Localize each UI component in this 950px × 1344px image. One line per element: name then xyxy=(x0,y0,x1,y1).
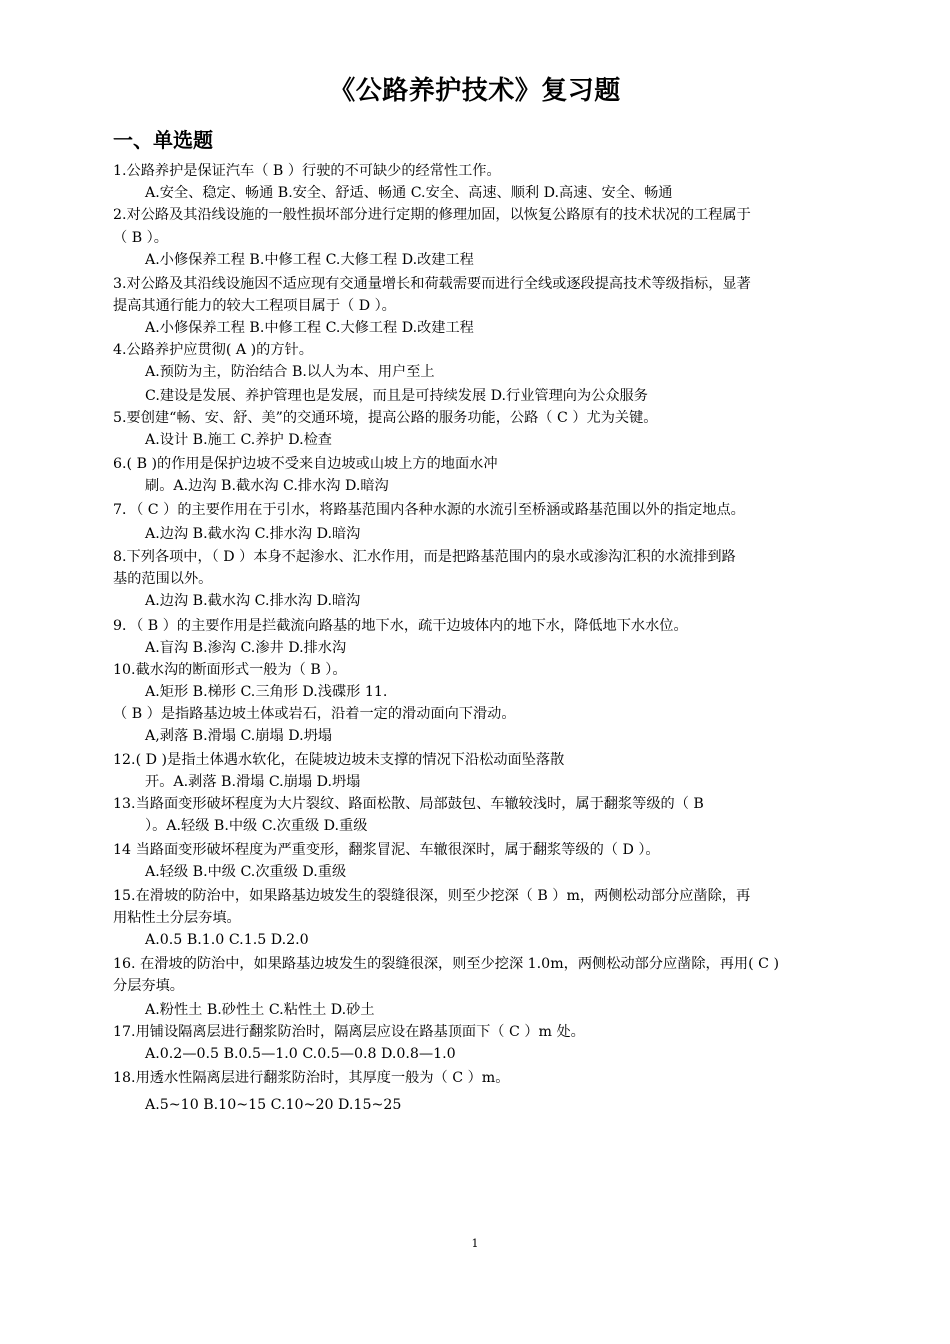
answer-options-line: A.边沟 B.截水沟 C.排水沟 D.暗沟 xyxy=(145,593,361,609)
answer-options-line: 刷。A.边沟 B.截水沟 C.排水沟 D.暗沟 xyxy=(145,478,389,494)
question-line: 14 当路面变形破坏程度为严重变形，翻浆冒泥、车辙很深时，属于翻浆等级的（ D ）。 xyxy=(113,842,660,858)
question-line: 6.( B )的作用是保护边坡不受来自边坡或山坡上方的地面水冲 xyxy=(113,456,498,472)
answer-options-line: C.建设是发展、养护管理也是发展，而且是可持续发展 D.行业管理向为公众服务 xyxy=(145,388,648,404)
question-line: 7．（ C ）的主要作用在于引水，将路基范围内各种水源的水流引至桥涵或路基范围以外的指定地点。 xyxy=(113,502,745,518)
question-line: 12.( D )是指土体遇水软化，在陡坡边坡未支撑的情况下沿松动面坠落散 xyxy=(113,752,565,768)
answer-options-line: ）。A.轻级 B.中级 C.次重级 D.重级 xyxy=(145,818,368,834)
section-heading: 一、单选题 xyxy=(113,128,213,152)
answer-options-line: A.0.2—0.5 B.0.5—1.0 C.0.5—0.8 D.0.8—1.0 xyxy=(145,1046,456,1062)
question-line: 分层夯填。 xyxy=(113,978,184,994)
question-line: （ B ）。 xyxy=(113,230,168,246)
answer-options-line: 开。A.剥落 B.滑塌 C.崩塌 D.坍塌 xyxy=(145,774,361,790)
answer-options-line: A.设计 B.施工 C.养护 D.检查 xyxy=(145,432,332,448)
question-line: 10.截水沟的断面形式一般为（ B ）。 xyxy=(113,662,347,678)
question-line: 13.当路面变形破坏程度为大片裂纹、路面松散、局部鼓包、车辙较浅时，属于翻浆等级的（ B xyxy=(113,796,704,812)
question-line: 提高其通行能力的较大工程项目属于（ D ）。 xyxy=(113,298,396,314)
question-line: 8.下列各项中，（ D ）本身不起渗水、汇水作用，而是把路基范围内的泉水或渗沟汇积的水流排到路 xyxy=(113,549,736,565)
document-title: 《公路养护技术》复习题 xyxy=(329,76,621,106)
answer-options-line: A.预防为主，防治结合 B.以人为本、用户至上 xyxy=(145,364,435,380)
answer-options-line: A.安全、稳定、畅通 B.安全、舒适、畅通 C.安全、高速、顺利 D.高速、安全、畅通 xyxy=(145,185,673,201)
question-line: 17.用铺设隔离层进行翻浆防治时，隔离层应设在路基顶面下（ C ）m 处。 xyxy=(113,1024,585,1040)
question-line: 用粘性土分层夯填。 xyxy=(113,910,241,926)
page-number: 1 xyxy=(471,1237,479,1250)
question-line: 2.对公路及其沿线设施的一般性损坏部分进行定期的修理加固，以恢复公路原有的技术状况的工程属于 xyxy=(113,207,751,223)
question-line: 18.用透水性隔离层进行翻浆防治时，其厚度一般为（ C ）m。 xyxy=(113,1070,510,1086)
answer-options-line: A.轻级 B.中级 C.次重级 D.重级 xyxy=(145,864,347,880)
question-line: 16. 在滑坡的防治中，如果路基边坡发生的裂缝很深，则至少挖深 1.0m，两侧松动部分应凿除，再用( C ) xyxy=(113,956,780,972)
answer-options-line: A,剥落 B.滑塌 C.崩塌 D.坍塌 xyxy=(145,728,332,744)
question-line: （ B ）是指路基边坡土体或岩石，沿着一定的滑动面向下滑动。 xyxy=(113,706,516,722)
answer-options-line: A.小修保养工程 B.中修工程 C.大修工程 D.改建工程 xyxy=(145,320,474,336)
question-line: 4.公路养护应贯彻( A )的方针。 xyxy=(113,342,313,358)
question-line: 15.在滑坡的防治中，如果路基边坡发生的裂缝很深，则至少挖深（ B ）m，两侧松动部分应凿除，再 xyxy=(113,888,751,904)
question-line: 1.公路养护是保证汽车（ B ）行驶的不可缺少的经常性工作。 xyxy=(113,163,501,179)
answer-options-line: A.0.5 B.1.0 C.1.5 D.2.0 xyxy=(145,932,309,948)
question-line: 3.对公路及其沿线设施因不适应现有交通量增长和荷载需要而进行全线或逐段提高技术等级指标，显著 xyxy=(113,276,751,292)
answer-options-line: A.边沟 B.截水沟 C.排水沟 D.暗沟 xyxy=(145,526,361,542)
question-line: 5.要创建“畅、安、舒、美”的交通环境，提高公路的服务功能，公路（ C ）尤为关键。 xyxy=(113,410,658,426)
answer-options-line: A.5~10 B.10~15 C.10~20 D.15~25 xyxy=(145,1097,402,1113)
question-line: 基的范围以外。 xyxy=(113,571,213,587)
answer-options-line: A.小修保养工程 B.中修工程 C.大修工程 D.改建工程 xyxy=(145,252,474,268)
answer-options-line: A.粉性土 B.砂性土 C.粘性土 D.砂土 xyxy=(145,1002,375,1018)
answer-options-line: A.矩形 B.梯形 C.三角形 D.浅碟形 11. xyxy=(145,684,388,700)
answer-options-line: A.盲沟 B.渗沟 C.渗井 D.排水沟 xyxy=(145,640,347,656)
question-line: 9．（ B ）的主要作用是拦截流向路基的地下水，疏干边坡体内的地下水，降低地下水水位。 xyxy=(113,618,688,634)
